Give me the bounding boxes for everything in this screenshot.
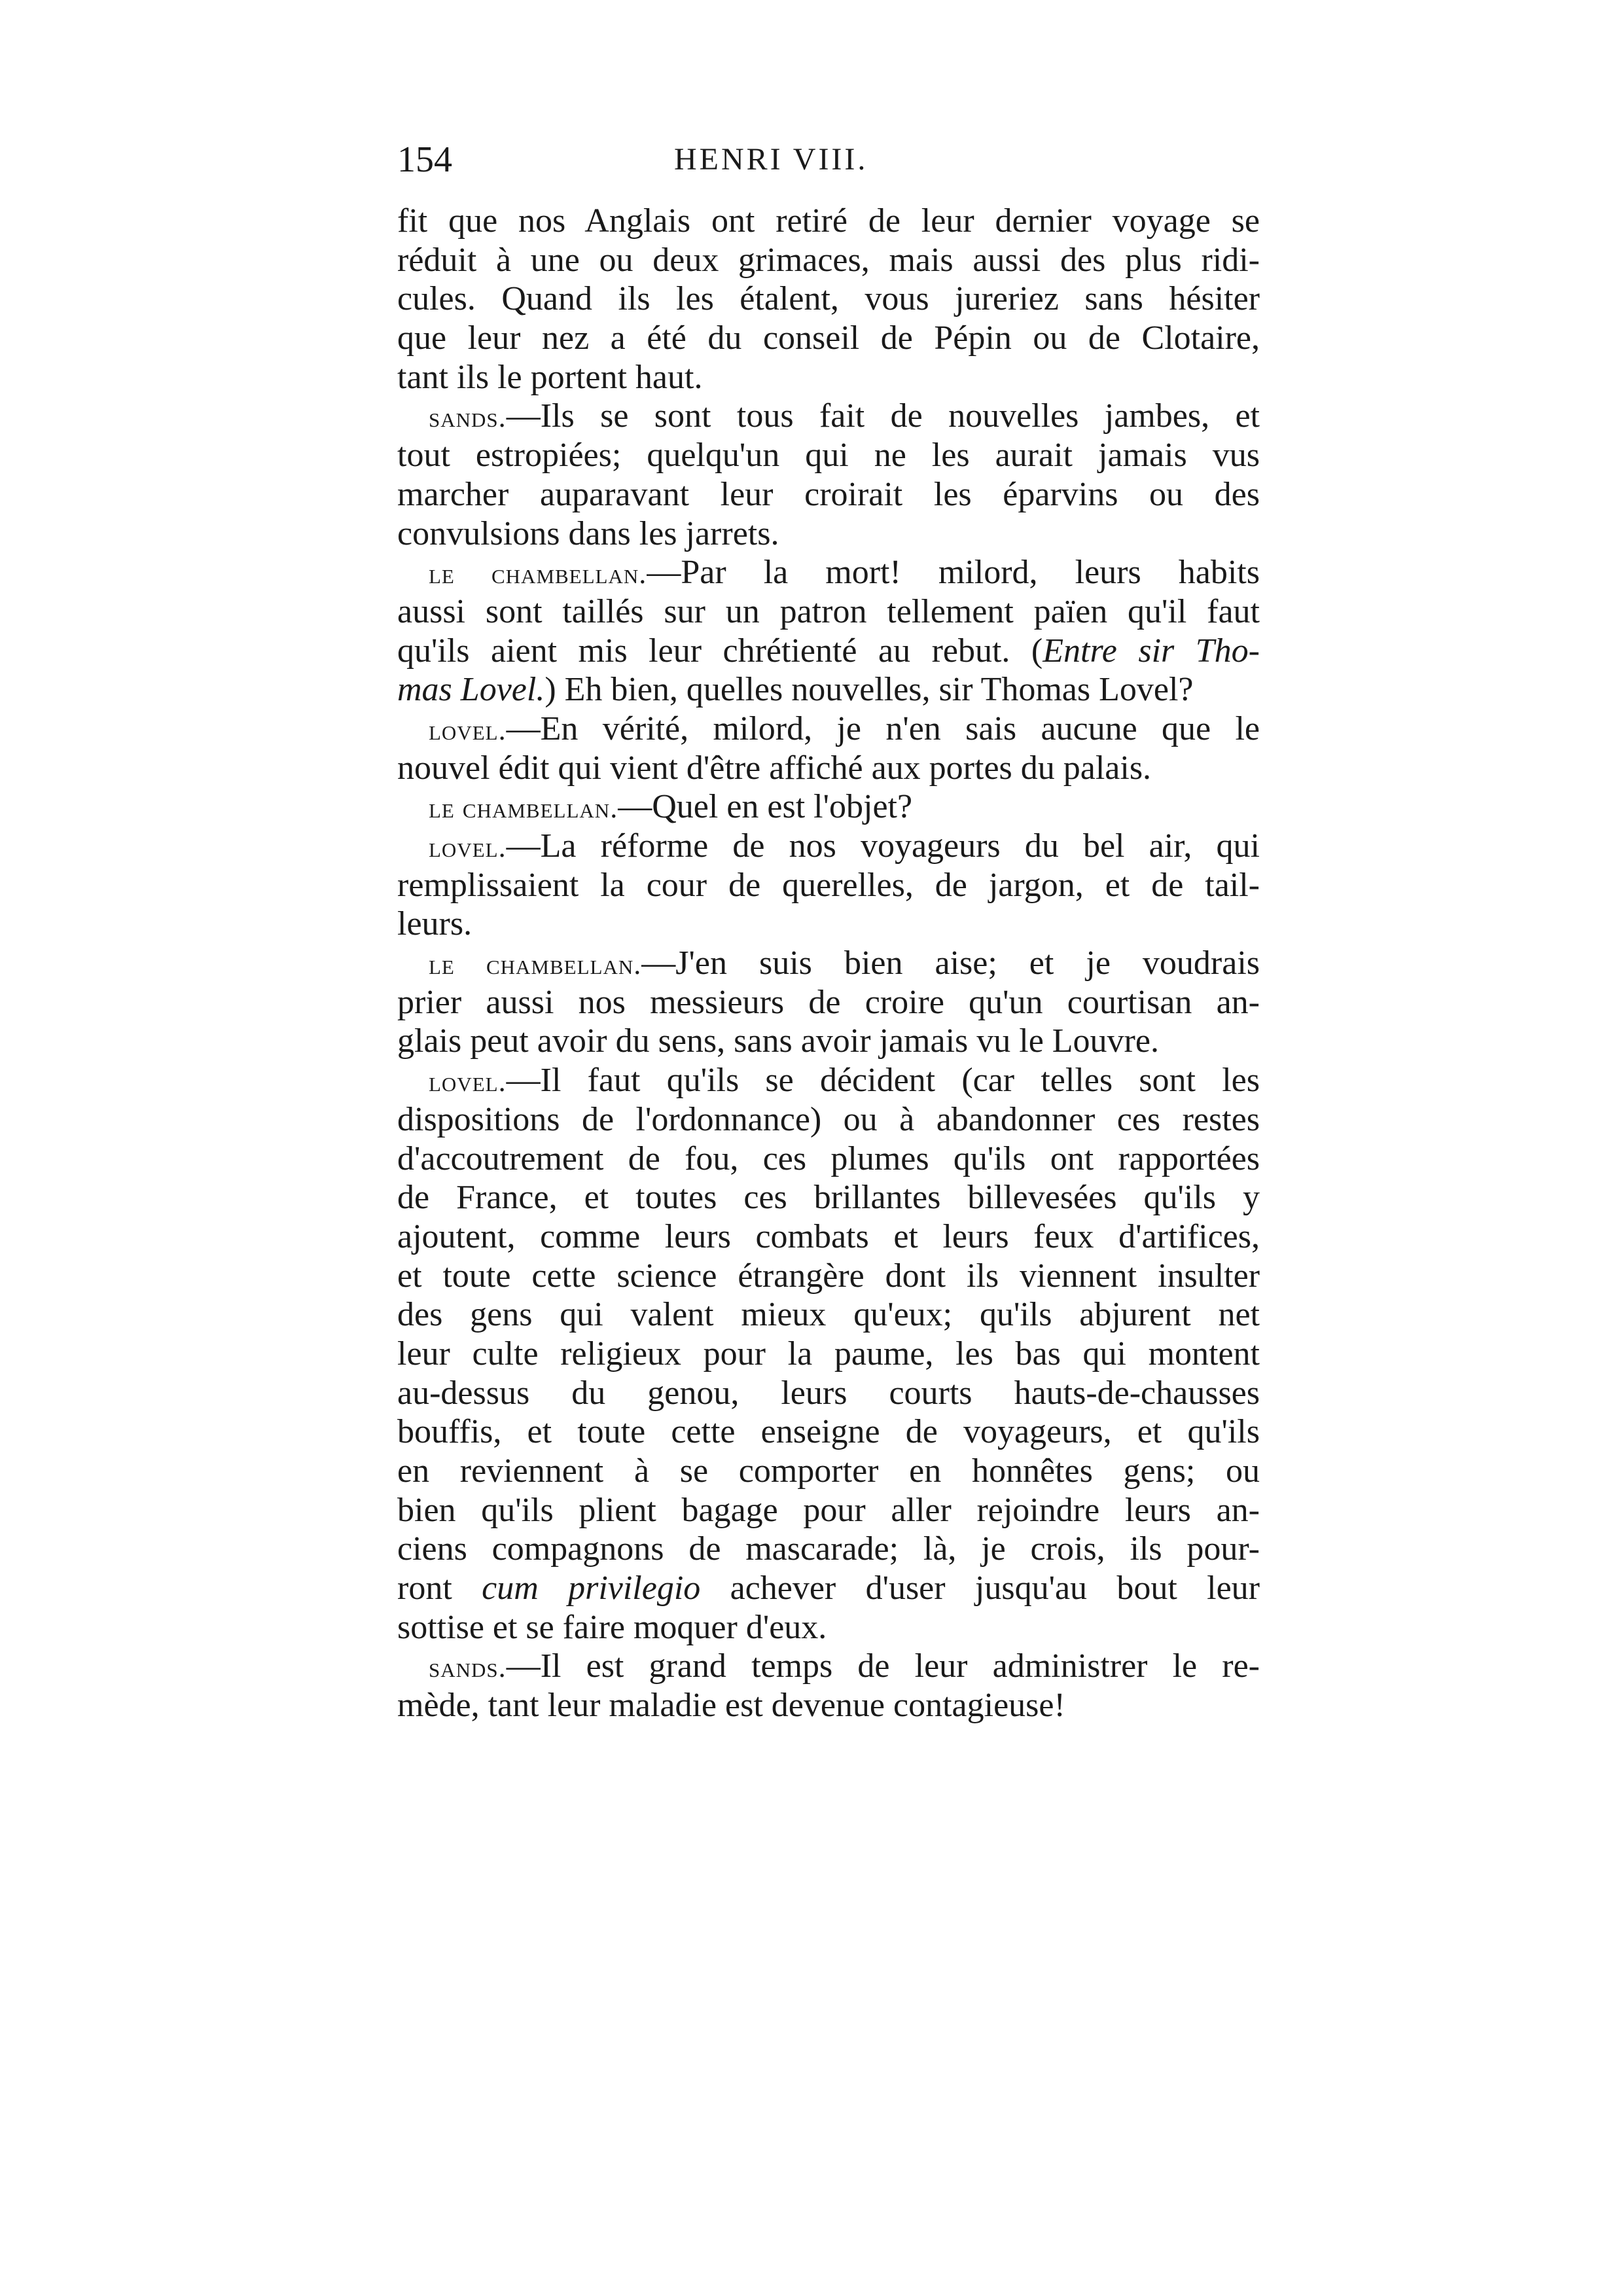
- text-line: [397, 553, 1260, 592]
- speaker-name: le chambellan.: [429, 948, 642, 981]
- text-line: [397, 827, 1260, 866]
- text-segment: aussi sont taillés sur un patron tellement païen qu'il faut: [397, 592, 1260, 630]
- speaker-name: lovel.: [429, 1066, 507, 1098]
- text-segment: que leur nez a été du conseil de Pépin ou de Clotaire,: [397, 319, 1260, 357]
- text-line: [397, 1569, 1260, 1608]
- text-line: [397, 983, 1260, 1022]
- text-segment: —En vérité, milord, je n'en sais aucune que le: [506, 709, 1260, 747]
- speaker-name: sands.: [429, 401, 507, 434]
- text-segment: fit que nos Anglais ont retiré de leur dernier voyage se: [397, 202, 1260, 240]
- text-line: [397, 1412, 1260, 1452]
- text-line: [397, 1335, 1260, 1374]
- text-segment: —La réforme de nos voyageurs du bel air, qui: [506, 827, 1260, 865]
- text-segment: leurs.: [397, 905, 473, 943]
- text-line: [397, 202, 1260, 241]
- text-segment: d'accoutrement de fou, ces plumes qu'ils ont rapportées: [397, 1139, 1260, 1177]
- text-segment: —Par la mort! milord, leurs habits: [647, 554, 1260, 592]
- text-segment: ajoutent, comme leurs combats et leurs feux d'artifices,: [397, 1217, 1260, 1255]
- speaker-name: lovel.: [429, 831, 507, 863]
- running-title: HENRI VIII.: [674, 142, 868, 177]
- text-segment: prier aussi nos messieurs de croire qu'un courtisan an-: [397, 983, 1260, 1021]
- italic-text: mas Lovel.: [397, 671, 545, 709]
- text-line: [397, 632, 1260, 671]
- text-line: [397, 1686, 1260, 1725]
- text-segment: convulsions dans les jarrets.: [397, 514, 779, 552]
- text-segment: marcher auparavant leur croirait les éparvins ou des: [397, 475, 1260, 513]
- text-line: [397, 1257, 1260, 1296]
- page-number: 154: [397, 139, 452, 180]
- text-line: [397, 1295, 1260, 1335]
- text-line: [397, 866, 1260, 905]
- text-line: [397, 749, 1260, 788]
- text-line: [397, 475, 1260, 514]
- text-segment: —Il faut qu'ils se décident (car telles sont les: [506, 1062, 1260, 1100]
- text-segment: et toute cette science étrangère dont ils viennent insulter: [397, 1257, 1260, 1295]
- text-segment: ront: [397, 1570, 482, 1607]
- text-line: [397, 436, 1260, 475]
- text-segment: cules. Quand ils les étalent, vous jureriez sans hésiter: [397, 280, 1260, 318]
- text-line: [397, 1139, 1260, 1179]
- text-segment: nouvel édit qui vient d'être affiché aux portes du palais.: [397, 749, 1152, 787]
- text-line: [397, 319, 1260, 358]
- text-line: [397, 1022, 1260, 1061]
- text-line: [397, 241, 1260, 280]
- text-segment: en reviennent à se comporter en honnêtes gens; ou: [397, 1452, 1260, 1490]
- text-segment: achever d'user jusqu'au bout leur: [700, 1570, 1260, 1607]
- text-segment: —Il est grand temps de leur administrer le re-: [506, 1647, 1260, 1685]
- speaker-name: lovel.: [429, 713, 507, 746]
- text-line: [397, 1374, 1260, 1413]
- text-segment: des gens qui valent mieux qu'eux; qu'ils abjurent net: [397, 1296, 1260, 1334]
- text-segment: dispositions de l'ordonnance) ou à abandonner ces restes: [397, 1100, 1260, 1138]
- text-segment: leur culte religieux pour la paume, les bas qui montent: [397, 1335, 1260, 1372]
- text-line: [397, 1608, 1260, 1647]
- italic-text: Entre sir Tho-: [1043, 632, 1260, 670]
- text-line: [397, 1491, 1260, 1530]
- speaker-name: le chambellan.: [429, 792, 618, 825]
- text-segment: ) Eh bien, quelles nouvelles, sir Thomas Lovel?: [544, 671, 1194, 709]
- text-line: [397, 670, 1260, 709]
- text-segment: qu'ils aient mis leur chrétienté au rebut. (: [397, 632, 1043, 670]
- text-segment: au-dessus du genou, leurs courts hauts-de-chausses: [397, 1374, 1260, 1412]
- speaker-name: sands.: [429, 1651, 507, 1684]
- text-segment: réduit à une ou deux grimaces, mais aussi des plus ridi-: [397, 241, 1260, 279]
- text-line: [397, 1647, 1260, 1686]
- text-segment: —Quel en est l'objet?: [618, 788, 913, 826]
- body-text: [397, 202, 1260, 1725]
- text-line: [397, 358, 1260, 397]
- text-line: [397, 1452, 1260, 1491]
- text-segment: tant ils le portent haut.: [397, 358, 703, 396]
- text-line: [397, 709, 1260, 749]
- italic-text: cum privilegio: [482, 1570, 701, 1607]
- text-line: [397, 1178, 1260, 1217]
- text-line: [397, 1100, 1260, 1139]
- text-segment: glais peut avoir du sens, sans avoir jamais vu le Louvre.: [397, 1022, 1159, 1060]
- text-segment: remplissaient la cour de querelles, de jargon, et de tail-: [397, 866, 1260, 904]
- text-line: [397, 514, 1260, 554]
- text-segment: tout estropiées; quelqu'un qui ne les aurait jamais vus: [397, 437, 1260, 475]
- text-segment: mède, tant leur maladie est devenue contagieuse!: [397, 1687, 1065, 1725]
- text-line: [397, 1217, 1260, 1257]
- text-segment: bouffis, et toute cette enseigne de voyageurs, et qu'ils: [397, 1413, 1260, 1451]
- text-segment: bien qu'ils plient bagage pour aller rejoindre leurs an-: [397, 1491, 1260, 1529]
- text-line: [397, 592, 1260, 632]
- text-line: [397, 1061, 1260, 1100]
- text-line: [397, 397, 1260, 436]
- text-line: [397, 1530, 1260, 1569]
- text-segment: sottise et se faire moquer d'eux.: [397, 1608, 827, 1646]
- text-line: [397, 787, 1260, 827]
- text-segment: —J'en suis bien aise; et je voudrais: [641, 944, 1260, 982]
- text-line: [397, 905, 1260, 944]
- text-segment: ciens compagnons de mascarade; là, je crois, ils pour-: [397, 1530, 1260, 1568]
- text-line: [397, 279, 1260, 319]
- text-segment: —Ils se sont tous fait de nouvelles jambes, et: [506, 397, 1260, 435]
- speaker-name: le chambellan.: [429, 558, 647, 590]
- text-line: [397, 944, 1260, 983]
- text-segment: de France, et toutes ces brillantes billevesées qu'ils y: [397, 1179, 1260, 1217]
